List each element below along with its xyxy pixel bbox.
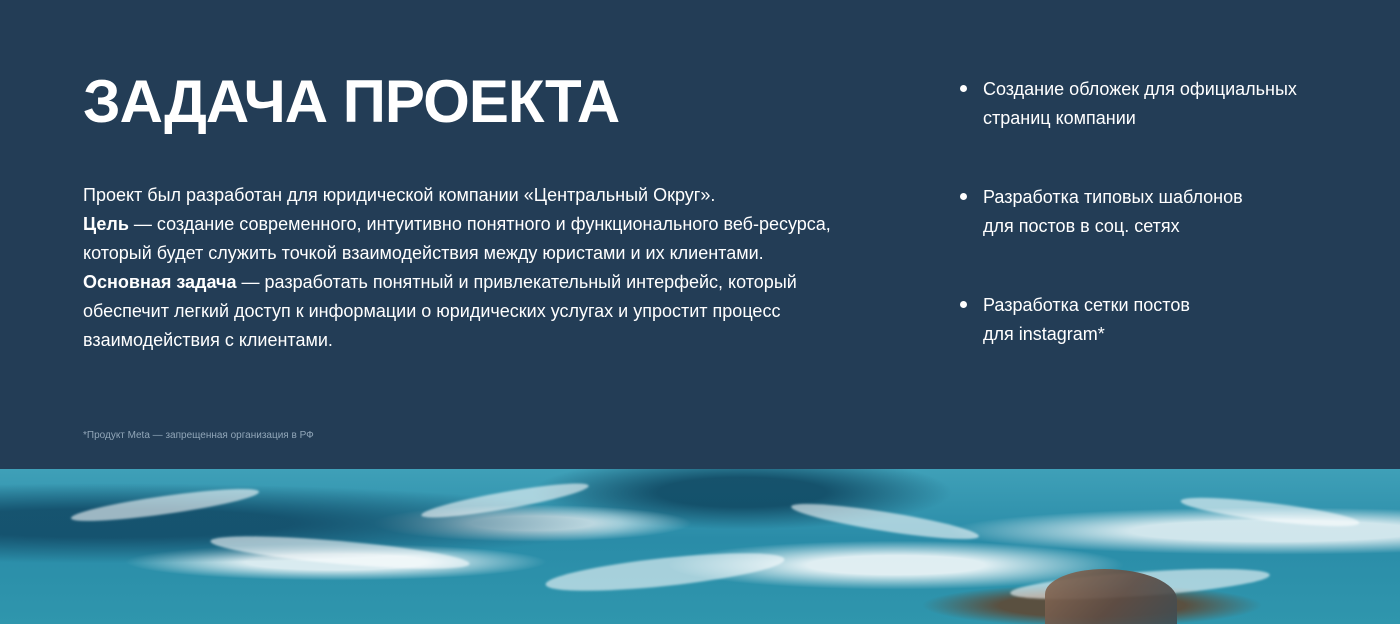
task-covers-line-1: Создание обложек для официальных: [983, 79, 1297, 99]
project-intro: Проект был разработан для юридической компании «Центральный Округ».: [83, 185, 716, 205]
task-item-social-templates: [960, 183, 1380, 291]
goal-text-line-2: который будет служить точкой взаимодействия между юристами и их клиентами.: [83, 243, 764, 263]
sea-foam: [1180, 492, 1361, 532]
task-social-templates-line-1: Разработка типовых шаблонов: [983, 187, 1243, 207]
main-task-text-line-3: взаимодействия с клиентами.: [83, 330, 333, 350]
sea-foam: [420, 477, 590, 523]
main-task-paragraph-line-1: [83, 268, 883, 297]
goal-paragraph-line-1: [83, 210, 883, 239]
task-item-covers: [960, 75, 1380, 183]
task-covers-line-2: страниц компании: [983, 108, 1136, 128]
main-task-label: Основная задача: [83, 272, 237, 292]
sea-foam: [544, 546, 786, 599]
task-item-instagram-grid: [960, 291, 1380, 399]
task-instagram-grid-line-1: Разработка сетки постов: [983, 295, 1190, 315]
sea-foam: [70, 483, 261, 527]
legal-footnote: *Продукт Meta — запрещенная организация в РФ: [83, 430, 314, 441]
task-social-templates-line-2: для постов в соц. сетях: [983, 216, 1180, 236]
task-instagram-grid-line-2: для instagram*: [983, 324, 1105, 344]
bullet-icon: [960, 301, 967, 308]
sea-foam: [790, 497, 981, 545]
project-description: [83, 181, 883, 355]
sea-foam: [209, 530, 470, 576]
project-task-list: [960, 75, 1380, 399]
bullet-icon: [960, 193, 967, 200]
ocean-surface-image: [0, 469, 1400, 624]
page-title: ЗАДАЧА ПРОЕКТА: [83, 68, 620, 135]
bullet-icon: [960, 85, 967, 92]
goal-label: Цель: [83, 214, 129, 234]
main-task-text-line-1: — разработать понятный и привлекательный интерфейс, который: [236, 272, 797, 292]
goal-text-line-1: — создание современного, интуитивно понятного и функционального веб-ресурса,: [128, 214, 831, 234]
main-task-text-line-2: обеспечит легкий доступ к информации о юридических услугах и упростит процесс: [83, 301, 781, 321]
